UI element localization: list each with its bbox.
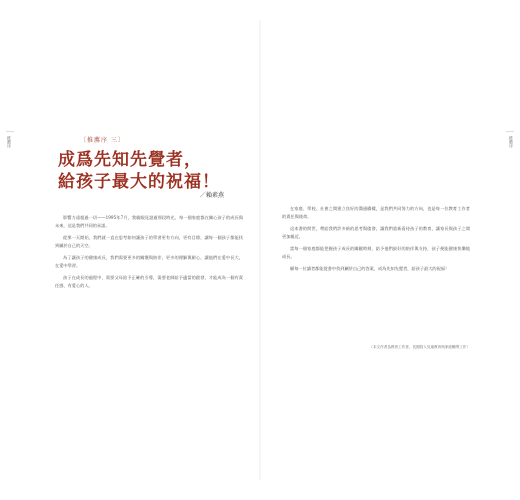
left-side-mark: ——: [6, 128, 14, 133]
section-label: 〔推薦序 三〕: [80, 137, 125, 144]
title-line-2: 給孩子最大的祝福！: [58, 172, 220, 192]
page-gutter: [259, 20, 261, 480]
left-page-label: 推薦序: [7, 136, 12, 148]
paragraph: 為了讓孩子的健康成長，我們需要更多的關懷與陪伴，更多的理解與耐心，讓他們在愛中長大，在愛中學習。: [55, 255, 243, 268]
paragraph: 當每一個家庭都能把握孩子成長的關鍵時刻，給予他們最好的陪伴與支持，孩子便能健康快樂地成長。: [282, 246, 470, 259]
page-title: [58, 149, 248, 193]
right-body-text: [282, 205, 470, 277]
right-page-label: 推薦序: [509, 136, 514, 148]
right-side-mark: ——: [506, 128, 514, 133]
paragraph: 從那一天開始，我們就一直在思考如何讓孩子的學習更有方向，更有目標，讓每一個孩子都能找到屬於自己的天空。: [55, 235, 243, 248]
author-footnote: （本文作者為教育工作者，長期投入兒童教育與家庭輔導工作）: [369, 345, 470, 349]
paragraph: 這本書的問世，帶給我們許多新的思考與啟發，讓我們重新看待孩子的教育，讓家長與孩子之間更加親近。: [282, 226, 470, 239]
left-body-text: [55, 214, 243, 294]
paragraph: 孩子在成長的過程中，需要父母給予正確的引導，需要老師給予適當的啟發，才能成為一個有責任感、有愛心的人。: [55, 275, 243, 288]
title-line-1: 成爲先知先覺者，: [58, 150, 202, 170]
author-name: ／賴素燕: [200, 192, 225, 199]
paragraph: 願每一位讀者都能從書中找到屬於自己的答案，成為先知先覺者，給孩子最大的祝福！: [290, 266, 450, 271]
paragraph: 影響力遠超過一切——1995年7月，我親眼見證過那段時光，每一個家庭都在關心孩子的成長與未來，這是我們共同的承諾。: [55, 215, 243, 228]
paragraph: 在家庭、學校、社會之間建立良好的溝通橋樑，是我們共同努力的方向，也是每一位教育工作者的責任與使命。: [282, 206, 470, 219]
